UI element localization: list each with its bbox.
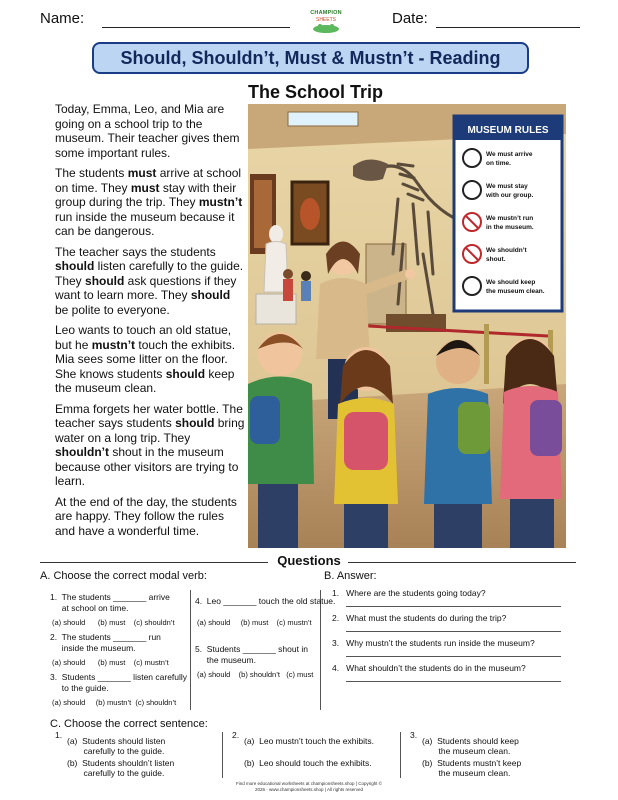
worksheet-header xyxy=(40,10,580,32)
answer-line[interactable] xyxy=(346,681,561,682)
name-label: Name: xyxy=(40,10,85,27)
modal-verb: should xyxy=(85,273,125,288)
question-a-3 xyxy=(50,672,187,693)
section-a-title: A. Choose the correct modal verb: xyxy=(40,570,207,582)
sentence-option-a[interactable]: (a) Students should keep xyxy=(422,736,519,746)
modal-verb: must xyxy=(130,180,160,195)
modal-verb: should xyxy=(190,288,231,302)
footer-line-2: 2026 · www.championsheets.shop | All rights reserved xyxy=(255,787,363,792)
questions-title: Questions xyxy=(277,553,341,568)
footer xyxy=(0,781,618,793)
sign-rule-text: We must arrive xyxy=(486,151,533,158)
question-c-number: 2. xyxy=(232,730,240,740)
sign-rule-text: the museum clean. xyxy=(486,288,545,295)
question-text: 5. Students _______ shout in xyxy=(195,644,308,654)
answer-line[interactable] xyxy=(346,656,561,657)
sentence-option-b[interactable]: (b) Leo should touch the exhibits. xyxy=(244,758,372,768)
logo-text: CHAMPION xyxy=(310,10,342,16)
sign-rule-text: in the museum. xyxy=(486,224,534,231)
story-run: The teacher says the students xyxy=(55,244,216,259)
question-text: 4. Leo _______ touch the old statue. xyxy=(195,596,336,606)
story-paragraph xyxy=(55,102,245,160)
story-paragraph xyxy=(55,245,245,318)
section-a-divider xyxy=(190,590,191,710)
logo-subtext: SHEETS xyxy=(315,17,336,23)
date-field[interactable] xyxy=(436,27,580,28)
story-run: Today, Emma, Leo, and Mia are going on a school trip to the museum. Their teacher gives them some important rules. xyxy=(55,102,240,160)
story-run: bring water on a long trip. They xyxy=(55,416,245,445)
story-run: Emma forgets her water bottle. The teacher says students xyxy=(55,401,243,430)
question-c-number: 1. xyxy=(55,730,63,740)
modal-verb: shouldn’t xyxy=(55,445,109,459)
section-c-divider-1 xyxy=(222,732,223,778)
sentence-option-a[interactable]: (a) Students should listen xyxy=(67,736,166,746)
story-paragraph xyxy=(55,402,245,489)
story-paragraph xyxy=(55,323,245,396)
sign-rule-text: We should keep xyxy=(486,279,536,286)
modal-verb: must xyxy=(127,166,157,180)
sentence-option-b[interactable]: (b) Students shouldn’t listen xyxy=(67,758,175,768)
story-run: At the end of the day, the students are happy. They follow the rules and have a wonderful time. xyxy=(55,494,237,538)
answer-options[interactable]: (a) should (b) must (c) mustn’t xyxy=(197,618,312,627)
section-c-divider-2 xyxy=(400,732,401,778)
sign-rule-text: We must stay xyxy=(486,183,528,190)
sentence-option-b[interactable]: (b) Students mustn’t keep xyxy=(422,758,522,768)
story-run: The students xyxy=(55,166,128,180)
group-icon xyxy=(463,181,481,199)
question-c-number: 3. xyxy=(410,730,418,740)
sentence-option-b[interactable]: carefully to the guide. xyxy=(67,768,165,778)
sign-rule-text: shout. xyxy=(486,256,506,263)
question-text: the museum. xyxy=(195,654,256,665)
question-a-2 xyxy=(50,632,161,653)
publisher-logo xyxy=(302,10,350,34)
logo-frog-icon xyxy=(302,10,350,34)
question-text: 1. The students _______ arrive xyxy=(50,592,170,602)
question-a-1 xyxy=(50,592,170,613)
story-run: shout in the museum because other visitors are trying to learn. xyxy=(55,445,239,488)
question-text: inside the museum. xyxy=(50,642,136,653)
worksheet-title: Should, Shouldn’t, Must & Mustn’t - Reading xyxy=(92,42,529,74)
sign-title: MUSEUM RULES xyxy=(467,125,549,136)
section-ab-divider xyxy=(320,590,321,710)
question-text: 3. Students _______ listen carefully xyxy=(50,672,188,682)
questions-rule-left xyxy=(40,562,268,563)
question-b-1: 1. Where are the students going today? xyxy=(332,588,486,598)
modal-verb: mustn’t xyxy=(91,337,136,352)
sentence-option-a[interactable]: carefully to the guide. xyxy=(67,746,165,756)
question-text: 2. The students _______ run xyxy=(50,632,161,642)
question-b-3: 3. Why mustn’t the students run inside the museum? xyxy=(332,638,535,648)
museum-illustration xyxy=(248,104,566,548)
modal-verb: mustn’t xyxy=(198,195,243,209)
answer-options[interactable]: (a) should (b) must (c) mustn’t xyxy=(52,658,169,667)
clock-icon xyxy=(463,149,481,167)
modal-verb: should xyxy=(175,416,215,430)
story-paragraph xyxy=(55,495,245,539)
questions-rule-right xyxy=(348,562,576,563)
story-run: listen carefully to the guide. They xyxy=(55,259,244,288)
question-b-4: 4. What shouldn’t the students do in the museum? xyxy=(332,663,526,673)
sign-rule-text: We shouldn’t xyxy=(486,247,527,254)
question-a-4 xyxy=(195,596,335,607)
modal-verb: should xyxy=(165,366,206,381)
sign-rule-text: on time. xyxy=(486,160,511,167)
story-run: run inside the museum because it can be dangerous. xyxy=(55,209,235,238)
trash-can-icon xyxy=(463,277,481,295)
section-c-title: C. Choose the correct sentence: xyxy=(50,718,208,730)
story-run: arrive at school on time. They xyxy=(55,166,242,195)
question-text: to the guide. xyxy=(50,682,109,693)
modal-verb: should xyxy=(55,259,95,273)
story-title: The School Trip xyxy=(248,82,384,102)
story-run: ask questions if they want to learn more. They xyxy=(55,273,237,302)
story-run: touch the exhibits. Mia sees some litter on the floor. She knows students xyxy=(55,337,236,381)
story-run: stay with their group during the trip. They xyxy=(55,180,237,209)
sign-rule-text: We mustn’t run xyxy=(486,215,534,222)
date-label: Date: xyxy=(392,10,428,27)
sign-rule-text: with our group. xyxy=(486,192,534,199)
sentence-option-a[interactable]: the museum clean. xyxy=(422,746,511,756)
answer-options[interactable]: (a) should (b) must (c) shouldn’t xyxy=(52,618,175,627)
answer-line[interactable] xyxy=(346,631,561,632)
answer-options[interactable]: (a) should (b) mustn’t (c) shouldn’t xyxy=(52,698,177,707)
question-a-5 xyxy=(195,644,308,665)
story-run: Leo wants to touch an old statue, but he xyxy=(55,323,232,352)
answer-options[interactable]: (a) should (b) shouldn’t (c) must xyxy=(197,670,314,679)
story-text xyxy=(55,102,245,544)
answer-line[interactable] xyxy=(346,606,561,607)
sentence-option-b[interactable]: the museum clean. xyxy=(422,768,511,778)
question-text: at school on time. xyxy=(50,602,129,613)
section-b-title: B. Answer: xyxy=(324,570,377,582)
question-b-2: 2. What must the students do during the trip? xyxy=(332,613,507,623)
story-run: keep the museum clean. xyxy=(55,366,235,395)
sentence-option-a[interactable]: (a) Leo mustn’t touch the exhibits. xyxy=(244,736,374,746)
story-paragraph xyxy=(55,166,245,239)
name-field[interactable] xyxy=(102,27,290,28)
footer-line-1: Find more educational worksheets at championsheets.shop | Copyright © xyxy=(235,781,383,786)
story-run: be polite to everyone. xyxy=(55,302,170,317)
